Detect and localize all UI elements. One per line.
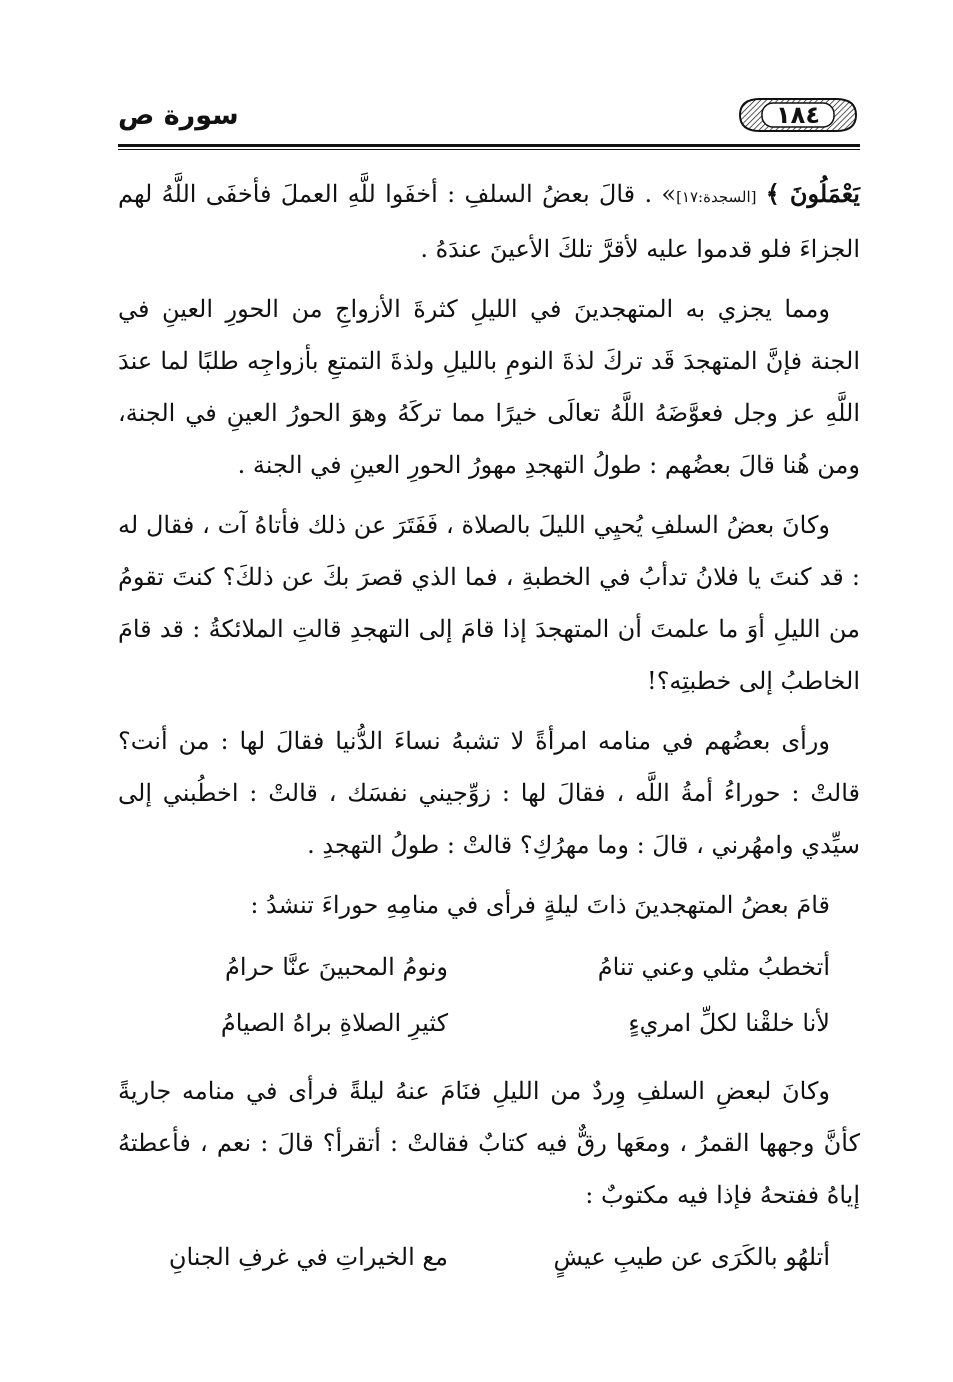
page-number: ١٨٤: [776, 101, 820, 129]
poem: [118, 939, 860, 1051]
verse-citation: [السجدة:١٧]: [676, 188, 757, 206]
paragraph: وكانَ بعضُ السلفِ يُحيِي الليلَ بالصلاة ، فَفَتَرَ عن ذلك فأتاهُ آت ، فقال له : قد كنتَ يا فلانُ تدأبُ في الخطبةِ ، فما الذي قصرَ بكَ عن ذلكَ؟ كنتَ تقومُ من الليلِ أوَ ما علمتَ أن المتهجدَ إذا قامَ إلى التهجدِ قالتِ الملائكةُ : قد قامَ الخاطبُ إلى خطبتِه؟!: [118, 511, 860, 695]
poem-verse: [118, 995, 830, 1051]
paragraph: قامَ بعضُ المتهجدينَ ذاتَ ليلةٍ فرأى في منامِهِ حوراءَ تنشدُ :: [250, 891, 830, 919]
poem-verse: [118, 1229, 830, 1285]
header-rule: [118, 144, 860, 147]
paragraph: وكانَ لبعضِ السلفِ وِردٌ من الليلِ فنَامَ عنهُ ليلةً فرأى في منامه جاريةً كأنَّ وجهها القمرُ ، ومعَها رقٌّ فيه كتابٌ فقالتْ : أتقرأ؟ قالَ : نعم ، فأعطتهُ إياهُ ففتحهُ فإذا فيه مكتوبٌ :: [118, 1077, 860, 1209]
paragraph: ومما يجزي به المتهجدينَ في الليلِ كثرةَ الأزواجِ من الحورِ العينِ في الجنة فإنَّ المتهجدَ قَد تركَ لذةَ النومِ بالليلِ ولذةَ التمتعِ بأزواجِه طلبًا لما عندَ اللَّهِ عز وجل فعوَّضَهُ اللَّهُ تعالَى خيرًا مما تركَهُ وهوَ الحورُ العينِ في الجنة، ومن هُنا قالَ بعضُهم : طولُ التهجدِ مهورُ الحورِ العينِ في الجنة .: [118, 295, 861, 479]
main-text: [118, 168, 860, 1299]
paragraph: ورأى بعضُهم في منامه امرأةً لا تشبهُ نساءَ الدُّنيا فقالَ لها : من أنت؟ قالتْ : حوراءُ أمةُ اللَّه ، فقالَ لها : زوِّجيني نفسَك ، قالتْ : اخطُبني إلى سيِّدي وامهُرني ، قالَ : وما مهرُكِ؟ قالتْ : طولُ التهجدِ .: [118, 727, 860, 859]
paragraph: [118, 168, 860, 275]
surah-title: سورة ص: [118, 100, 239, 131]
quran-verse-end: يَعْمَلُونَ ﴾: [765, 179, 860, 208]
header-rule-thin: [118, 149, 860, 150]
page-header: [118, 92, 860, 142]
hemistich: أتخطبُ مثلي وعني تنامُ: [597, 953, 830, 981]
hemistich: أتلهُو بالكَرَى عن طيبِ عيشٍ: [553, 1243, 830, 1271]
hemistich: ونومُ المحبينَ عنَّا حرامُ: [225, 953, 448, 981]
poem: [118, 1229, 860, 1285]
poem-verse: [118, 939, 830, 995]
page-number-badge: [736, 96, 860, 134]
hemistich: كثيرِ الصلاةِ براهُ الصيامُ: [220, 1009, 448, 1037]
paragraph-text: » . قالَ بعضُ السلفِ : أخفَوا للَّهِ العملَ فأخفَى اللَّهُ لهم الجزاءَ فلو قدموا عليه لأقرَّ تلكَ الأعينَ عندَهُ .: [118, 180, 860, 263]
hemistich: مع الخيراتِ في غرفِ الجنانِ: [168, 1243, 448, 1271]
hemistich: لأنا خلقْنا لكلِّ امريءٍ: [628, 1009, 830, 1037]
